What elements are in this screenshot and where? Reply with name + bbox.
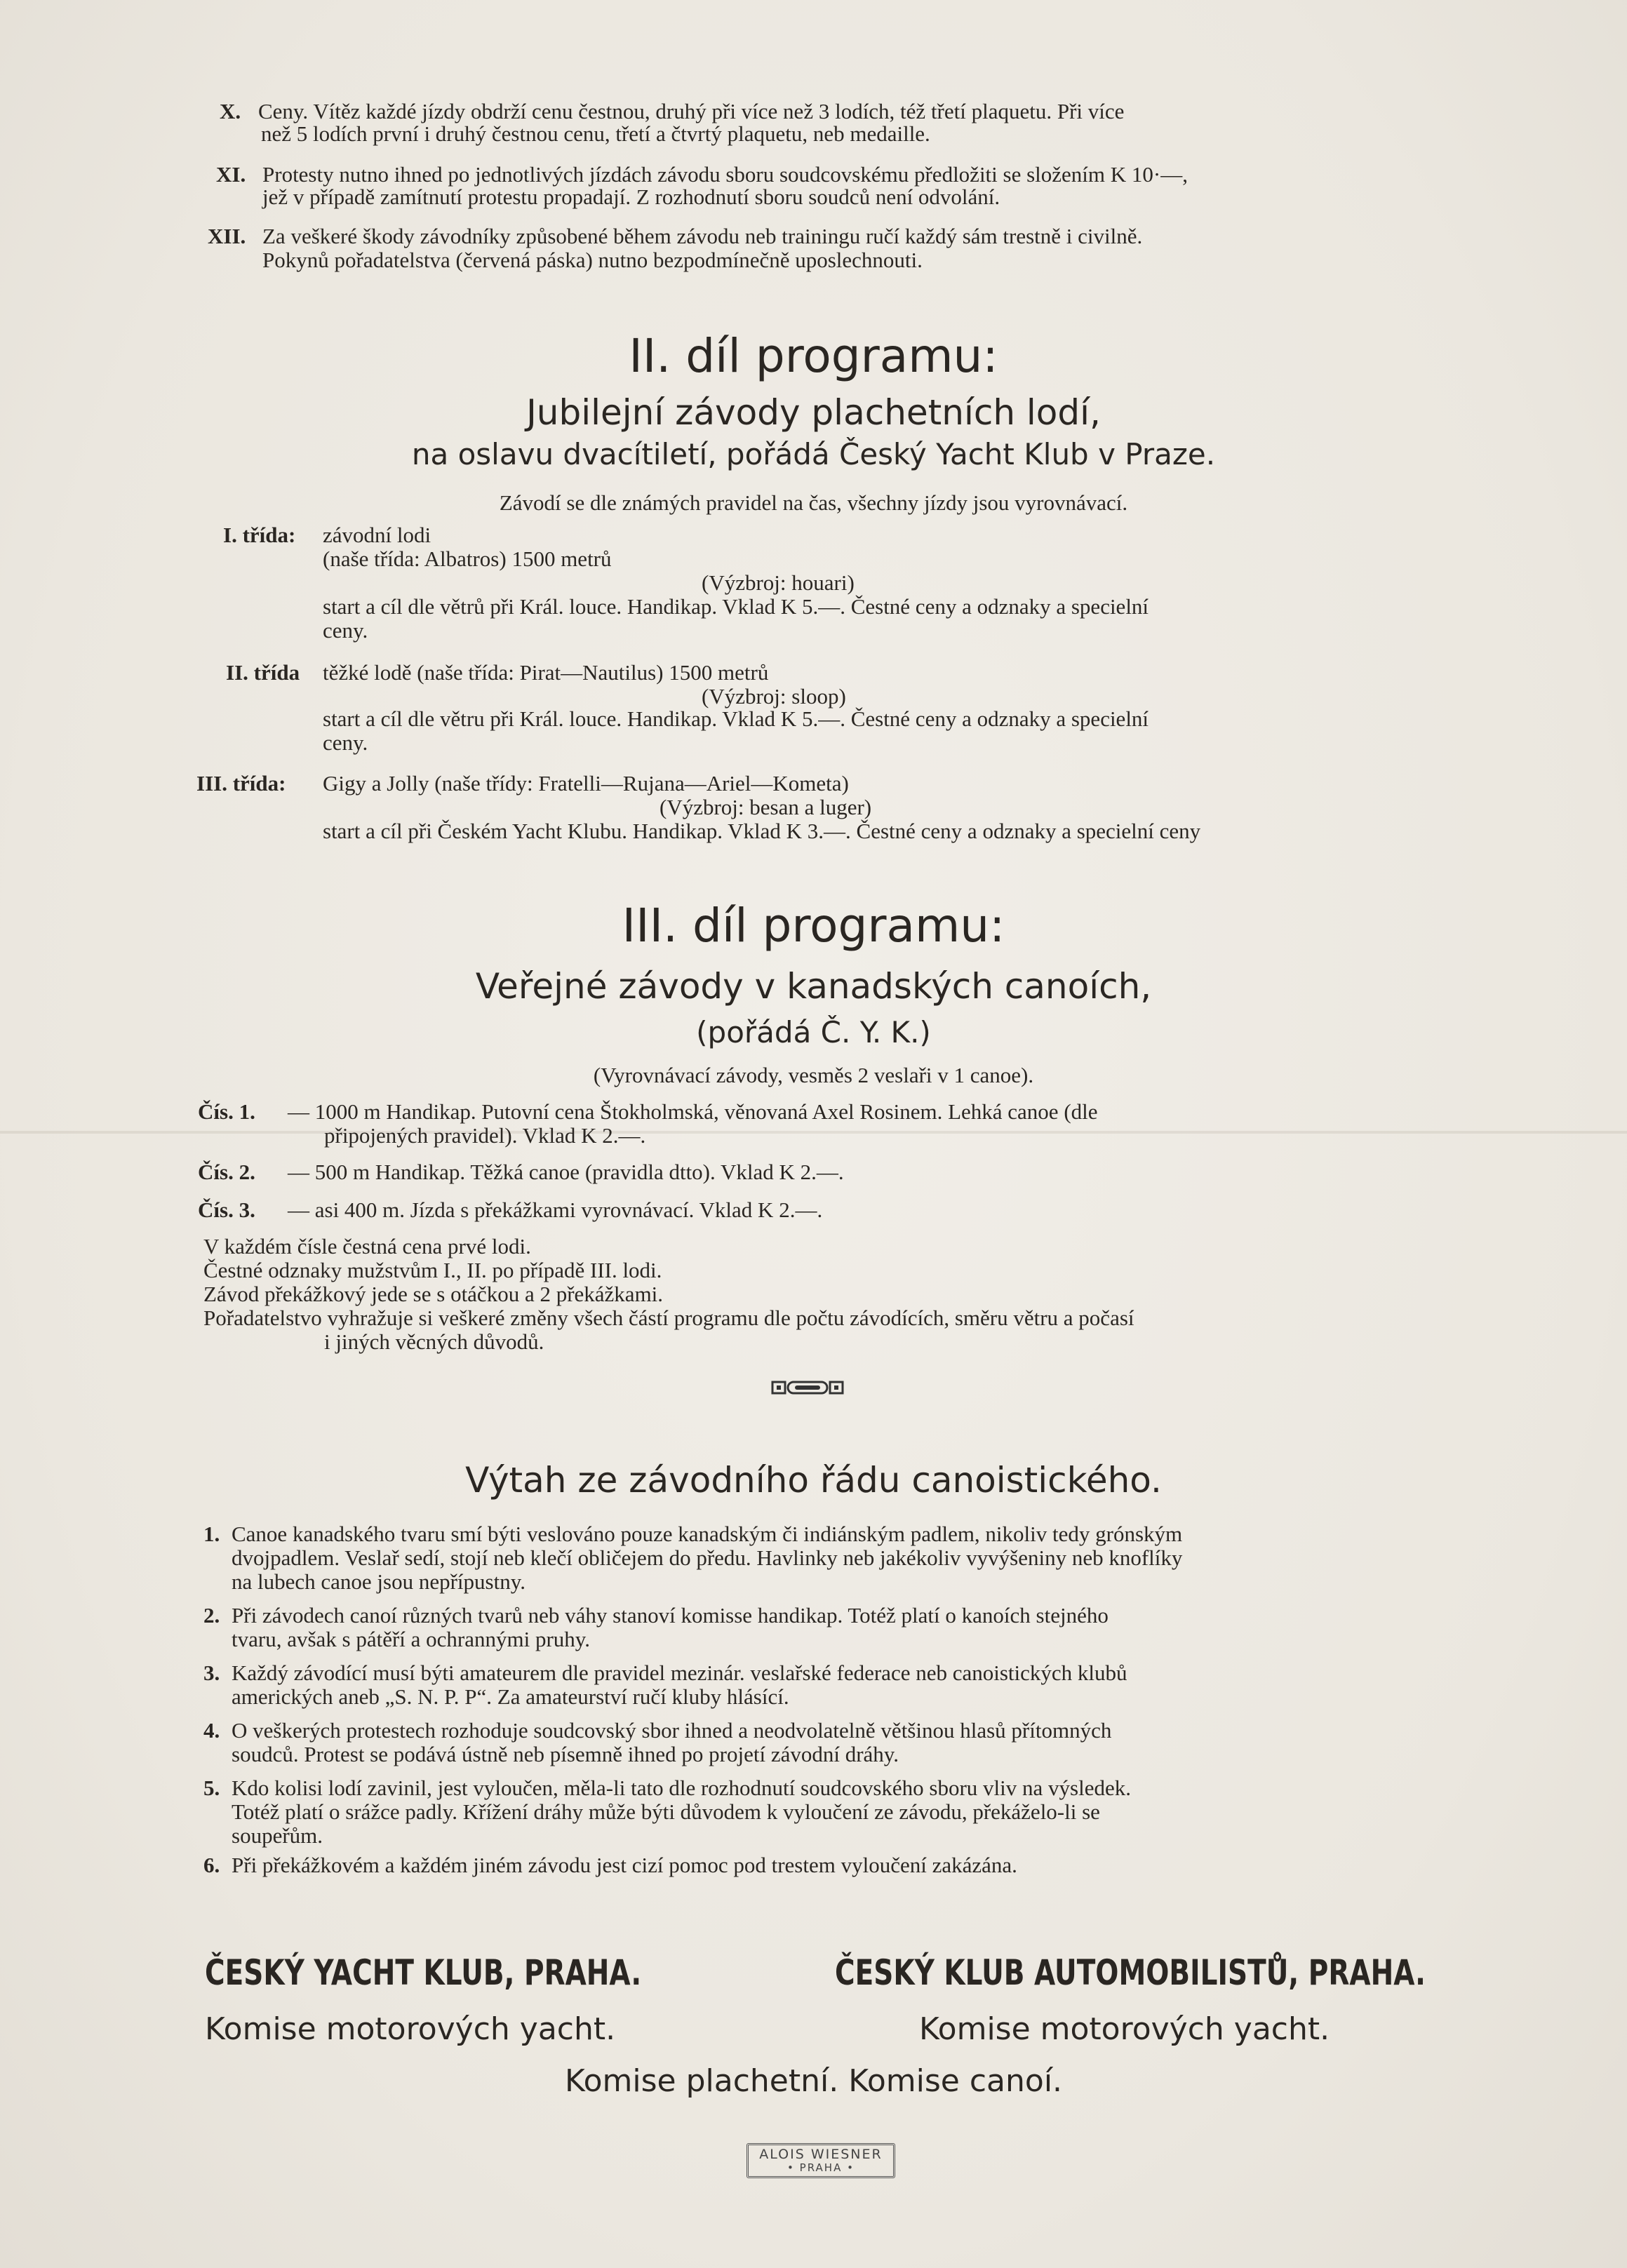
part3-organizer: (pořádá Č. Y. K.) bbox=[696, 1015, 931, 1049]
part2-subtitle: Jubilejní závody plachetních lodí, bbox=[526, 392, 1101, 433]
club-left-name: ČESKÝ YACHT KLUB, PRAHA. bbox=[205, 1952, 642, 1993]
extract-line: Canoe kanadského tvaru smí býti veslováno pouze kanadským či indiánským padlem, nikoliv tedy grónským bbox=[232, 1522, 1183, 1546]
rule-text-line: Ceny. Vítěz každé jízdy obdrží cenu čestnou, druhý při více než 3 lodích, též třetí plaquetu. Při více bbox=[258, 99, 1125, 123]
extract-title: Výtah ze závodního řádu canoistického. bbox=[465, 1460, 1162, 1501]
rule-text-line: než 5 lodích první i druhý čestnou cenu, třetí a čtvrtý plaquetu, neb medaille. bbox=[261, 121, 930, 146]
extract-number: 2. bbox=[203, 1603, 220, 1628]
rule-number: XI. bbox=[216, 162, 246, 187]
part2-subtitle-2: na oslavu dvacítiletí, pořádá Český Yacht Klub v Praze. bbox=[411, 437, 1216, 471]
ornament-divider-icon bbox=[771, 1379, 844, 1396]
rule-text-line: Pokynů pořadatelstva (červená páska) nutno bezpodmínečně uposlechnouti. bbox=[262, 248, 923, 272]
race-line: — asi 400 m. Jízda s překážkami vyrovnávací. Vklad K 2.—. bbox=[288, 1197, 823, 1222]
class-line: start a cíl dle větru při Král. louce. Handikap. Vklad K 5.—. Čestné ceny a odznaky a specielní bbox=[323, 706, 1149, 731]
part3-title: III. díl programu: bbox=[622, 899, 1005, 953]
commission-bottom: Komise plachetní. Komise canoí. bbox=[564, 2063, 1063, 2099]
class-line: start a cíl dle větrů při Král. louce. Handikap. Vklad K 5.—. Čestné ceny a odznaky a specielní bbox=[323, 594, 1149, 619]
printer-city: • PRAHA • bbox=[787, 2161, 855, 2174]
extract-line: Totéž platí o srážce padly. Křížení dráhy může býti důvodem k vyloučení ze závodu, překáželo-li se bbox=[232, 1799, 1100, 1824]
paper-fold bbox=[0, 1131, 1627, 1134]
class-line: (naše třída: Albatros) 1500 metrů bbox=[323, 546, 612, 571]
class-line: závodní lodi bbox=[323, 523, 431, 547]
extract-number: 1. bbox=[203, 1522, 220, 1546]
extract-line: dvojpadlem. Veslař sedí, stojí neb klečí obličejem do předu. Havlinky neb jakékoliv vyvýšeniny neb knoflíky bbox=[232, 1545, 1183, 1570]
rule-text-line: jež v případě zamítnutí protestu propadají. Z rozhodnutí sboru soudců není odvolání. bbox=[262, 184, 1000, 209]
class-line: ceny. bbox=[323, 730, 368, 755]
race-label: Čís. 2. bbox=[198, 1160, 255, 1184]
rule-text-line: Protesty nutno ihned po jednotlivých jízdách závodu sboru soudcovskému předložiti se složením K 10·—, bbox=[262, 162, 1188, 187]
part2-intro: Závodí se dle známých pravidel na čas, všechny jízdy jsou vyrovnávací. bbox=[499, 490, 1128, 515]
club-right-name: ČESKÝ KLUB AUTOMOBILISTŮ, PRAHA. bbox=[835, 1952, 1426, 1993]
part2-title: II. díl programu: bbox=[629, 329, 998, 383]
class-line: start a cíl při Českém Yacht Klubu. Handikap. Vklad K 3.—. Čestné ceny a odznaky a specielní ceny bbox=[323, 819, 1201, 843]
extract-line: Každý závodící musí býti amateurem dle pravidel mezinár. veslařské federace neb canoistických klubů bbox=[232, 1660, 1127, 1685]
extract-line: Kdo kolisi lodí zavinil, jest vyloučen, měla-li tato dle rozhodnutí soudcovského sboru vliv na výsledek. bbox=[232, 1776, 1131, 1800]
printer-stamp bbox=[746, 2143, 895, 2178]
part3-subtitle: Veřejné závody v kanadských canoích, bbox=[475, 966, 1152, 1007]
class-label: I. třída: bbox=[223, 523, 296, 547]
race-line: připojených pravidel). Vklad K 2.—. bbox=[324, 1123, 646, 1148]
extract-number: 3. bbox=[203, 1660, 220, 1685]
extract-line: na lubech canoe jsou nepřípustny. bbox=[232, 1569, 525, 1594]
extract-number: 4. bbox=[203, 1718, 220, 1743]
extract-line: Při závodech canoí různých tvarů neb váhy stanoví komisse handikap. Totéž platí o kanoích stejného bbox=[232, 1603, 1109, 1628]
extract-line: soudců. Protest se podává ústně neb písemně ihned po projetí závodní dráhy. bbox=[232, 1742, 899, 1766]
rule-text-line: Za veškeré škody závodníky způsobené během závodu neb trainingu ručí každý sám trestně i civilně. bbox=[262, 224, 1143, 248]
class-rig: (Výzbroj: besan a luger) bbox=[659, 795, 872, 819]
extract-number: 6. bbox=[203, 1853, 220, 1877]
class-rig: (Výzbroj: sloop) bbox=[702, 684, 846, 709]
class-line: ceny. bbox=[323, 618, 368, 643]
class-label: III. třída: bbox=[196, 771, 286, 796]
race-line: — 500 m Handikap. Těžká canoe (pravidla dtto). Vklad K 2.—. bbox=[288, 1160, 844, 1184]
part3-note: V každém čísle čestná cena prvé lodi. bbox=[203, 1234, 531, 1259]
extract-line: tvaru, avšak s pátěří a ochrannými pruhy. bbox=[232, 1627, 591, 1651]
race-label: Čís. 3. bbox=[198, 1197, 255, 1222]
rule-number: X. bbox=[220, 99, 241, 123]
race-label: Čís. 1. bbox=[198, 1099, 255, 1124]
printer-name: ALOIS WIESNER bbox=[759, 2147, 883, 2162]
part3-note: i jiných věcných důvodů. bbox=[324, 1329, 544, 1354]
extract-line: amerických aneb „S. N. P. P“. Za amateurství ručí kluby hlásící. bbox=[232, 1684, 789, 1709]
extract-line: soupeřům. bbox=[232, 1823, 323, 1848]
part3-note: Závod překážkový jede se s otáčkou a 2 překážkami. bbox=[203, 1282, 664, 1306]
extract-number: 5. bbox=[203, 1776, 220, 1800]
extract-line: Při překážkovém a každém jiném závodu jest cizí pomoc pod trestem vyloučení zakázána. bbox=[232, 1853, 1017, 1877]
race-line: — 1000 m Handikap. Putovní cena Štokholmská, věnovaná Axel Rosinem. Lehká canoe (dle bbox=[288, 1099, 1098, 1124]
class-line: Gigy a Jolly (naše třídy: Fratelli—Rujana—Ariel—Kometa) bbox=[323, 771, 849, 796]
commission-right: Komise motorových yacht. bbox=[919, 2011, 1330, 2047]
part3-intro: (Vyrovnávací závody, vesměs 2 veslaři v 1 canoe). bbox=[593, 1063, 1034, 1087]
part3-note: Čestné odznaky mužstvům I., II. po případě III. lodi. bbox=[203, 1258, 662, 1282]
class-line: těžké lodě (naše třída: Pirat—Nautilus) 1500 metrů bbox=[323, 660, 769, 685]
class-rig: (Výzbroj: houari) bbox=[702, 570, 855, 595]
commission-left: Komise motorových yacht. bbox=[205, 2011, 616, 2047]
rule-number: XII. bbox=[208, 224, 246, 248]
part3-note: Pořadatelstvo vyhražuje si veškeré změny všech částí programu dle počtu závodících, směru větru a počasí bbox=[203, 1306, 1134, 1330]
class-label: II. třída bbox=[226, 660, 300, 685]
extract-line: O veškerých protestech rozhoduje soudcovský sbor ihned a neodvolatelně většinou hlasů přítomných bbox=[232, 1718, 1112, 1743]
